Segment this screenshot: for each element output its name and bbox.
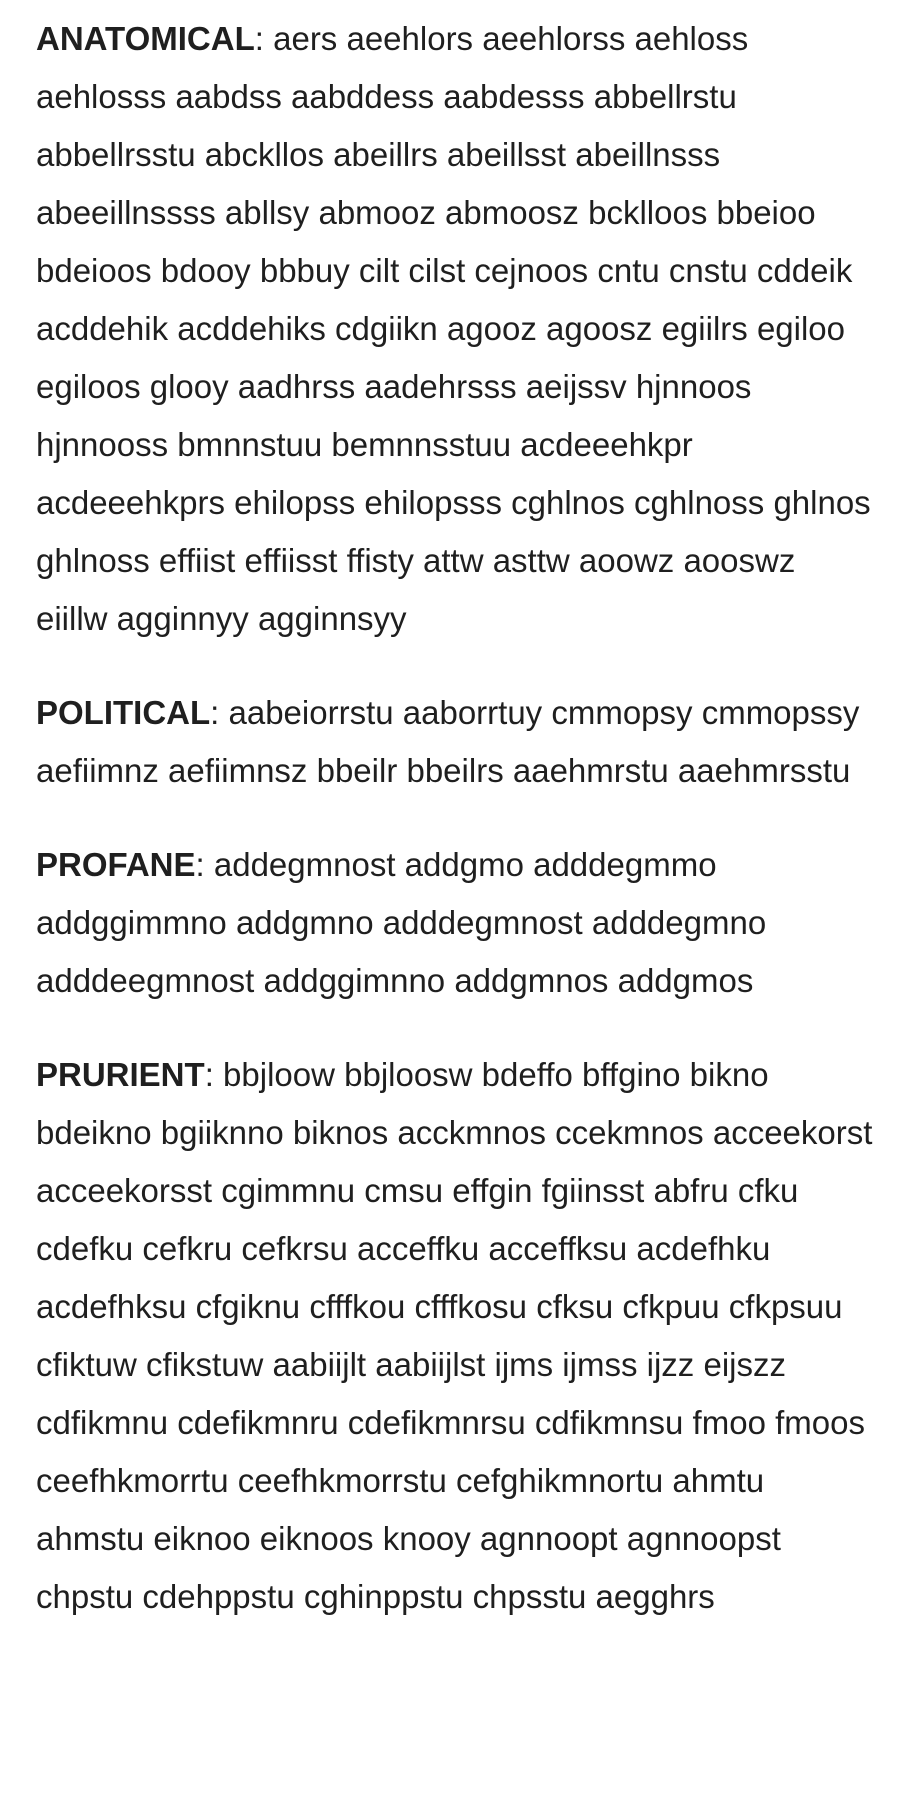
section-words-political: aabeiorrstu aaborrtuy cmmopsy cmmopssy aefiimnz aefiimnsz bbeilr bbeilrs aaehmrstu aaehmrsstu — [36, 694, 860, 789]
section-heading-political: POLITICAL — [36, 694, 211, 731]
heading-separator: : — [210, 694, 229, 731]
section-words-profane: addegmnost addgmo adddegmmo addggimmno addgmno adddegmnost adddegmno adddeegmnost addggimnno addgmnos addgmos — [36, 846, 767, 999]
section-words-prurient: bbjloow bbjloosw bdeffo bffgino bikno bdeikno bgiiknno biknos acckmnos ccekmnos acceekorst acceekorsst cgimmnu cmsu effgin fgiinsst abfru cfku cdefku cefkru cefkrsu acceffku acceffksu acdefhku acdefhksu cfgiknu cfffkou cfffkosu cfksu cfkpuu cfkpsuu cfiktuw cfikstuw aabiijlt aabiijlst ijms ijmss ijzz eijszz cdfikmnu cdefikmnru cdefikmnrsu cdfikmnsu fmoo fmoos ceefhkmorrtu ceefhkmorrstu cefghikmnortu ahmtu ahmstu eiknoo eiknoos knooy agnnoopt agnnoopst chpstu cdehppstu cghinppstu chpsstu aegghrs — [36, 1056, 873, 1615]
section-heading-anatomical: ANATOMICAL — [36, 20, 255, 57]
section-profane — [36, 836, 876, 1010]
heading-separator: : — [195, 846, 214, 883]
section-heading-profane: PROFANE — [36, 846, 196, 883]
heading-separator: : — [204, 1056, 224, 1093]
section-words-anatomical: aers aeehlors aeehlorss aehloss aehlosss aabdss aabddess aabdesss abbellrstu abbellrsstu abckllos abeillrs abeillsst abeillnsss abeeillnssss abllsy abmooz abmoosz bcklloos bbeioo bdeioos bdooy bbbuy cilt cilst cejnoos cntu cnstu cddeik acddehik acddehiks cdgiikn agooz agoosz egiilrs egiloo egiloos glooy aadhrss aadehrsss aeijssv hjnnoos hjnnooss bmnnstuu bemnnsstuu acdeeehkpr acdeeehkprs ehilopss ehilopsss cghlnos cghlnoss ghlnos ghlnoss effiist effiisst ffisty attw asttw aoowz aooswz eiillw agginnyy agginnsyy — [36, 20, 871, 637]
section-political — [36, 684, 876, 800]
section-anatomical — [36, 10, 876, 648]
section-heading-prurient: PRURIENT — [36, 1056, 205, 1093]
section-prurient — [36, 1046, 876, 1626]
word-list-document — [36, 10, 876, 1662]
heading-separator: : — [254, 20, 274, 57]
